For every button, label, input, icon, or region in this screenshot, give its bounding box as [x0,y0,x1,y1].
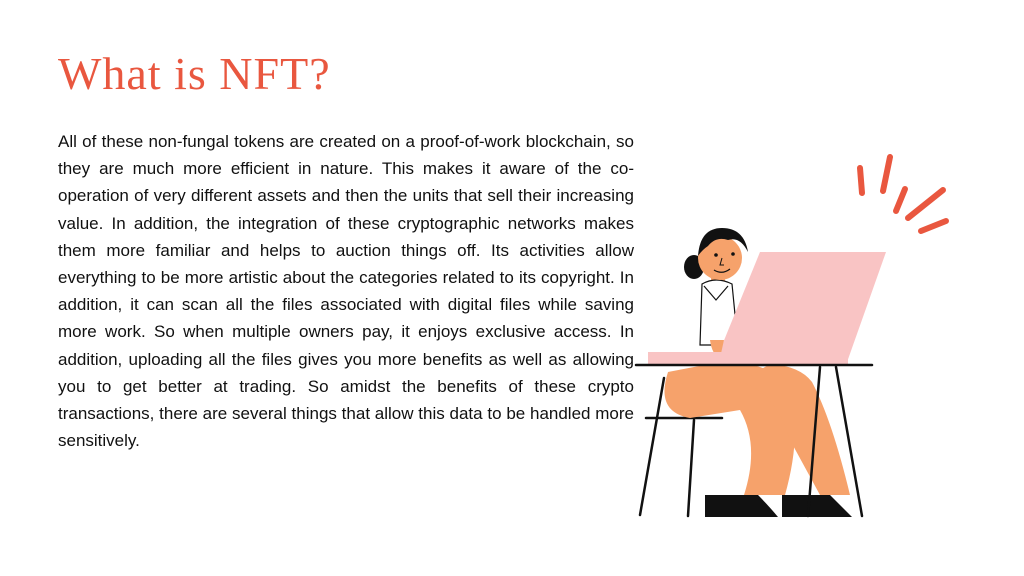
laptop-screen [714,252,886,365]
laptop-base [648,352,848,365]
woman-at-laptop-illustration [630,140,960,530]
page-title: What is NFT? [58,48,331,99]
woman-face [698,228,748,280]
body-paragraph: All of these non-fungal tokens are created on a proof-of-work blockchain, so they are much more efficient in nature. This makes it aware of the co-operation of very different assets and then the units that sell their increasing value. In addition, the integration of these cryptographic networks makes them more familiar and helps to auction things off. Its activities allow everything to be more artistic about the categories related to its copyright. In addition, it can scan all the files associated with digital files while saving more work. So when multiple owners pay, it enjoys exclusive access. In addition, uploading all the files gives you more benefits as well as allowing you to get better at trading. So amidst the benefits of these crypto transactions, there are several things that allow this data to be handled more sensitively. [58,132,634,451]
excitement-lines-icon [860,157,946,231]
